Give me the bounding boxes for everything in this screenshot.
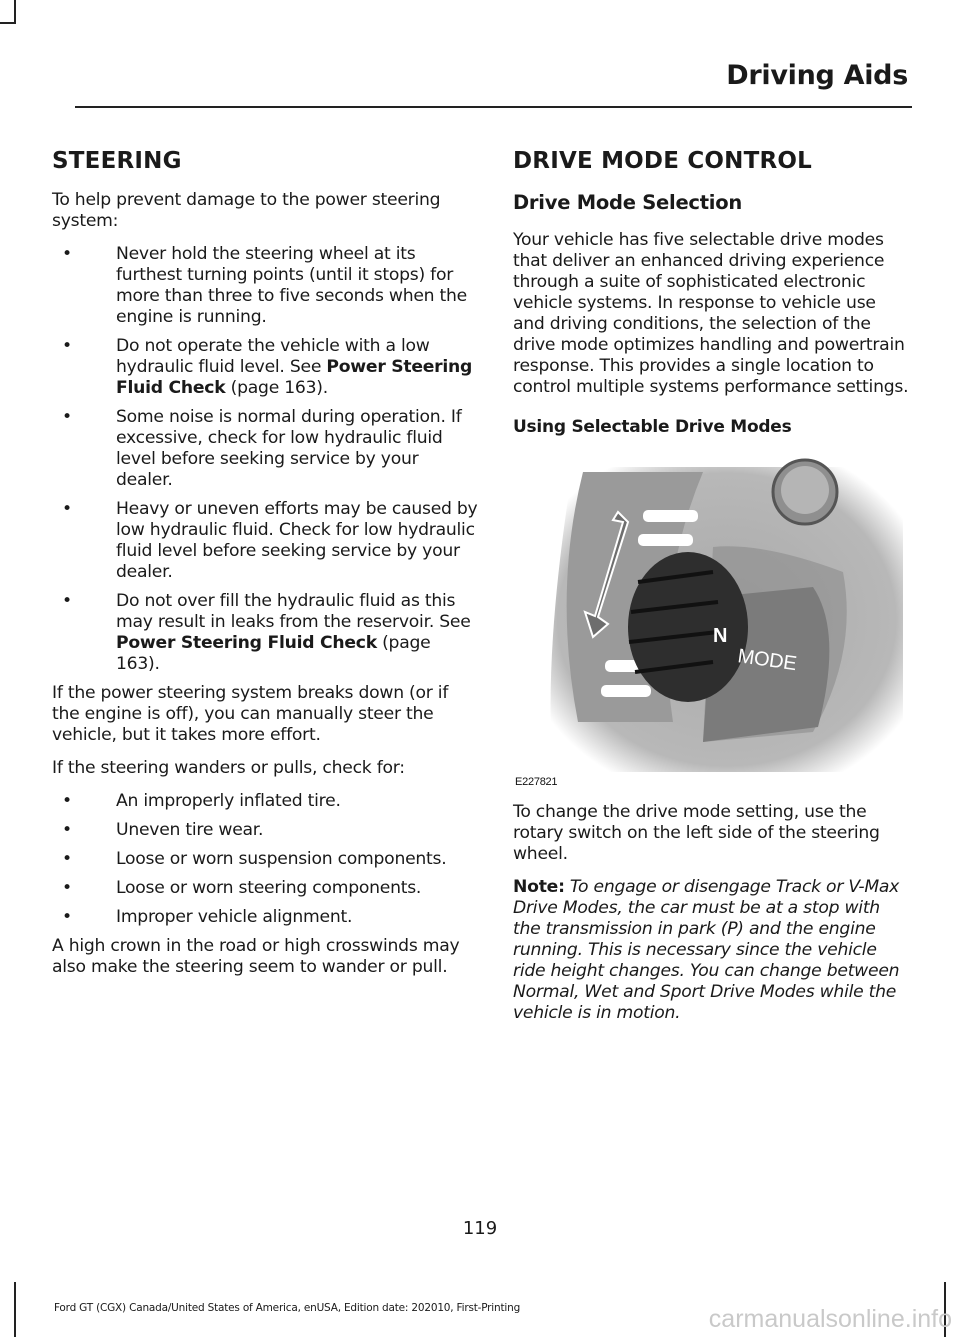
- drive-mode-knob-illustration: [513, 452, 911, 788]
- crop-mark: [14, 1282, 16, 1337]
- list-item: • Some noise is normal during operation. If excessive, check for low hydraulic fluid level before seeking service by your dealer.: [62, 407, 462, 490]
- paragraph: Your vehicle has five selectable drive modes that deliver an enhanced driving experience through a suite of sophisticated electronic vehicle systems. In response to vehicle use and driving conditions, the selection of the drive mode optimizes handling and powertrain response. This provides a single location to control multiple systems performance settings.: [513, 230, 909, 397]
- header-divider: [75, 106, 912, 108]
- cross-reference-link[interactable]: Power Steering Fluid Check: [116, 633, 377, 653]
- paragraph: A high crown in the road or high crosswinds may also make the steering seem to wander or pull.: [52, 936, 460, 977]
- crop-mark: [0, 22, 16, 24]
- steering-precautions-list: [52, 244, 478, 675]
- mode-knob-image: [513, 452, 911, 788]
- list-item: • Uneven tire wear.: [62, 820, 264, 840]
- left-column: [52, 146, 478, 990]
- using-drive-modes-subheading: Using Selectable Drive Modes: [513, 417, 792, 437]
- list-item: • Loose or worn suspension components.: [62, 849, 447, 869]
- list-item: • Do not over fill the hydraulic fluid as this may result in leaks from the reservoir. See Power Steering Fluid Check (page 163).: [62, 591, 471, 674]
- steering-heading: STEERING: [52, 148, 182, 174]
- watermark: carmanualsonline.info: [708, 1305, 952, 1333]
- list-item: • Do not operate the vehicle with a low hydraulic fluid level. See Power Steering Fluid Check (page 163).: [62, 336, 473, 398]
- crop-mark: [14, 0, 16, 22]
- list-item: • Improper vehicle alignment.: [62, 907, 353, 927]
- cross-reference-link[interactable]: Power Steering Fluid Check: [116, 357, 473, 398]
- list-item: • Heavy or uneven efforts may be caused by low hydraulic fluid. Check for low hydraulic fluid level before seeking service by your dealer.: [62, 499, 478, 582]
- paragraph: To change the drive mode setting, use the rotary switch on the left side of the steering wheel.: [513, 802, 880, 864]
- section-title: Driving Aids: [726, 60, 908, 91]
- knob-label: MODE: [736, 645, 798, 676]
- drive-mode-heading: DRIVE MODE CONTROL: [513, 148, 813, 174]
- right-column: [513, 146, 911, 1036]
- note-text: To engage or disengage Track or V-Max Drive Modes, the car must be at a stop with the transmission in park (P) and the engine running. This is necessary since the vehicle ride height changes. You can change between Normal, Wet and Sport Drive Modes while the vehicle is in motion.: [513, 877, 900, 1023]
- list-item: • An improperly inflated tire.: [62, 791, 341, 811]
- list-item: • Loose or worn steering components.: [62, 878, 422, 898]
- drive-mode-selection-subheading: Drive Mode Selection: [513, 191, 743, 214]
- note-label: Note:: [513, 877, 565, 897]
- knob-letter: N: [713, 625, 728, 647]
- figure-id: E227821: [515, 776, 558, 788]
- paragraph: If the steering wanders or pulls, check for:: [52, 758, 405, 778]
- list-item: • Never hold the steering wheel at its furthest turning points (until it stops) for more than three to five seconds when the engine is running.: [62, 244, 467, 327]
- paragraph: If the power steering system breaks down (or if the engine is off), you can manually steer the vehicle, but it takes more effort.: [52, 683, 449, 745]
- note: [513, 877, 911, 1024]
- footer-edition: Ford GT (CGX) Canada/United States of America, enUSA, Edition date: 202010, First-Printing: [53, 1302, 521, 1314]
- check-list: [52, 791, 478, 928]
- intro-text: To help prevent damage to the power steering system:: [52, 190, 441, 231]
- page-number: 119: [462, 1218, 498, 1239]
